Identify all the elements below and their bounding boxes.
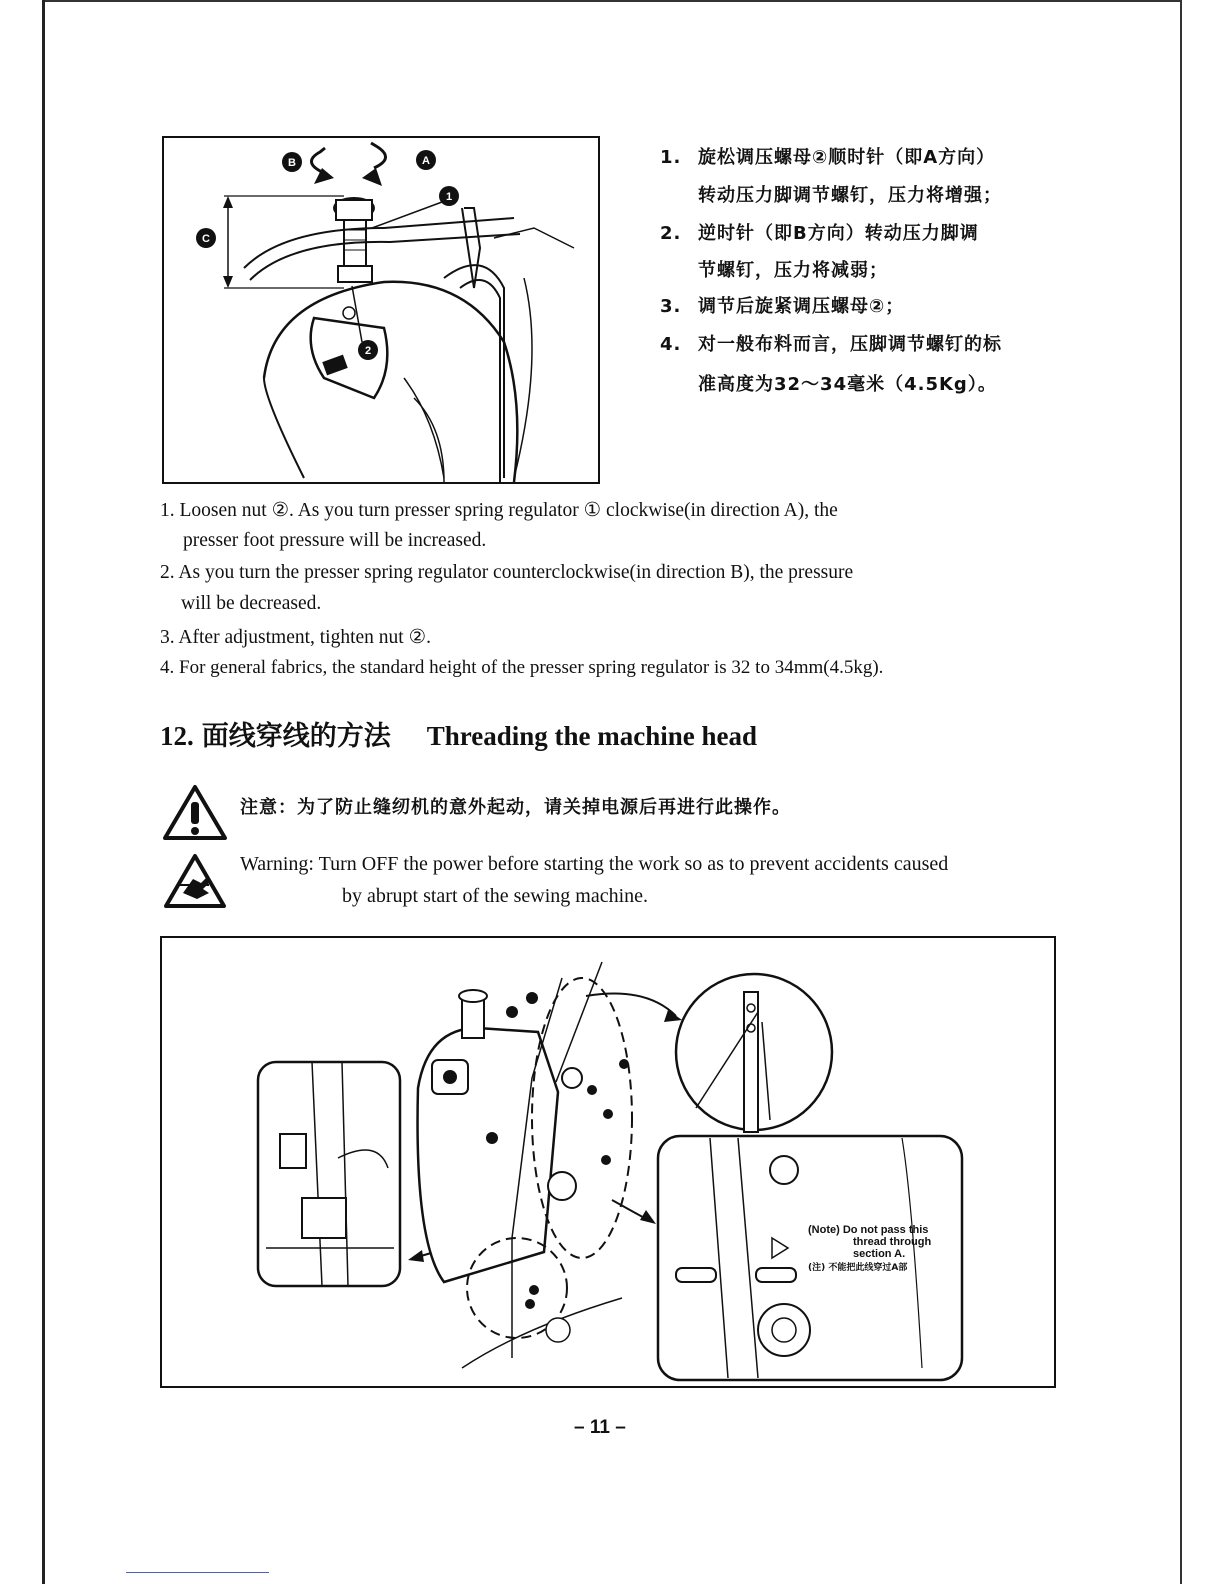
presser-foot-inset [258,1062,400,1286]
cn-step-1-text: 旋松调压螺母②顺时针（即A方向） [698,147,996,168]
page-border-top [42,0,1182,2]
section-title-cn: 面线穿线的方法 [201,721,391,752]
threading-illustration [162,938,1054,1386]
cn-step-4-num: 4. [660,334,682,355]
threading-note [808,1224,931,1274]
note-en-line-3: section A. [853,1248,906,1260]
note-en-line-2: thread through [853,1236,932,1248]
label-b-text: B [288,157,296,169]
cn-step-3-num: 3. [660,296,682,317]
cn-step-4-text: 对一般布料而言，压脚调节螺钉的标 [698,334,1002,355]
cn-step-2-num: 2. [660,223,682,244]
en-step-2-cont: will be decreased. [181,593,322,614]
section-title [160,714,757,753]
cn-step-4-cont: 准高度为32～34毫米（4.5Kg）。 [698,374,997,395]
en-step-3: 3. After adjustment, tighten nut ②. [160,627,431,648]
caution-triangle-icon [162,784,228,840]
page-border-left [42,0,45,1584]
arrow-a-icon [371,143,386,168]
note-cn-line: (注) 不能把此线穿过A部 [808,1263,908,1273]
label-1-text: 1 [445,191,453,203]
cn-step-4 [660,330,1002,356]
cn-step-1 [660,143,995,169]
en-step-4: 4. For general fabrics, the standard height of the presser spring regulator is 32 to 34mm(4.5kg). [160,657,884,678]
caution-text-cn: 注意：为了防止缝纫机的意外起动，请关掉电源后再进行此操作。 [240,797,791,818]
cn-step-2 [660,219,979,245]
presser-regulator-illustration [164,138,598,482]
footer-link-underline [126,1572,269,1573]
cn-step-1-num: 1. [660,147,682,168]
threading-diagram-figure [160,936,1056,1388]
section-number: 12. [160,721,194,751]
cn-step-2-text: 逆时针（即B方向）转动压力脚调 [698,223,979,244]
warning-text-en-1: Warning: Turn OFF the power before starting the work so as to prevent accidents caused [240,853,949,875]
en-step-2: 2. As you turn the presser spring regulator counterclockwise(in direction B), the pressure [160,562,854,583]
label-a-text: A [422,155,430,167]
en-step-1-cont: presser foot pressure will be increased. [183,530,487,551]
section-title-en: Threading the machine head [426,721,758,751]
hand-hazard-warning-icon [163,853,227,909]
note-en-line-1: (Note) Do not pass this [808,1224,929,1236]
cn-step-2-cont: 节螺钉，压力将减弱； [698,260,888,281]
en-step-1: 1. Loosen nut ②. As you turn presser spring regulator ① clockwise(in direction A), the [160,500,838,521]
warning-text-en-2: by abrupt start of the sewing machine. [342,885,649,907]
page-number: – 11 – [574,1417,626,1438]
presser-regulator-figure [162,136,600,484]
label-c-text: C [202,233,210,245]
cn-step-3-text: 调节后旋紧调压螺母②； [698,296,905,317]
cn-step-1-cont: 转动压力脚调节螺钉，压力将增强； [698,185,1002,206]
cn-step-3 [660,292,904,318]
page-border-right [1180,0,1182,1584]
label-2-text: 2 [364,345,372,357]
arrow-b-icon [311,148,325,172]
